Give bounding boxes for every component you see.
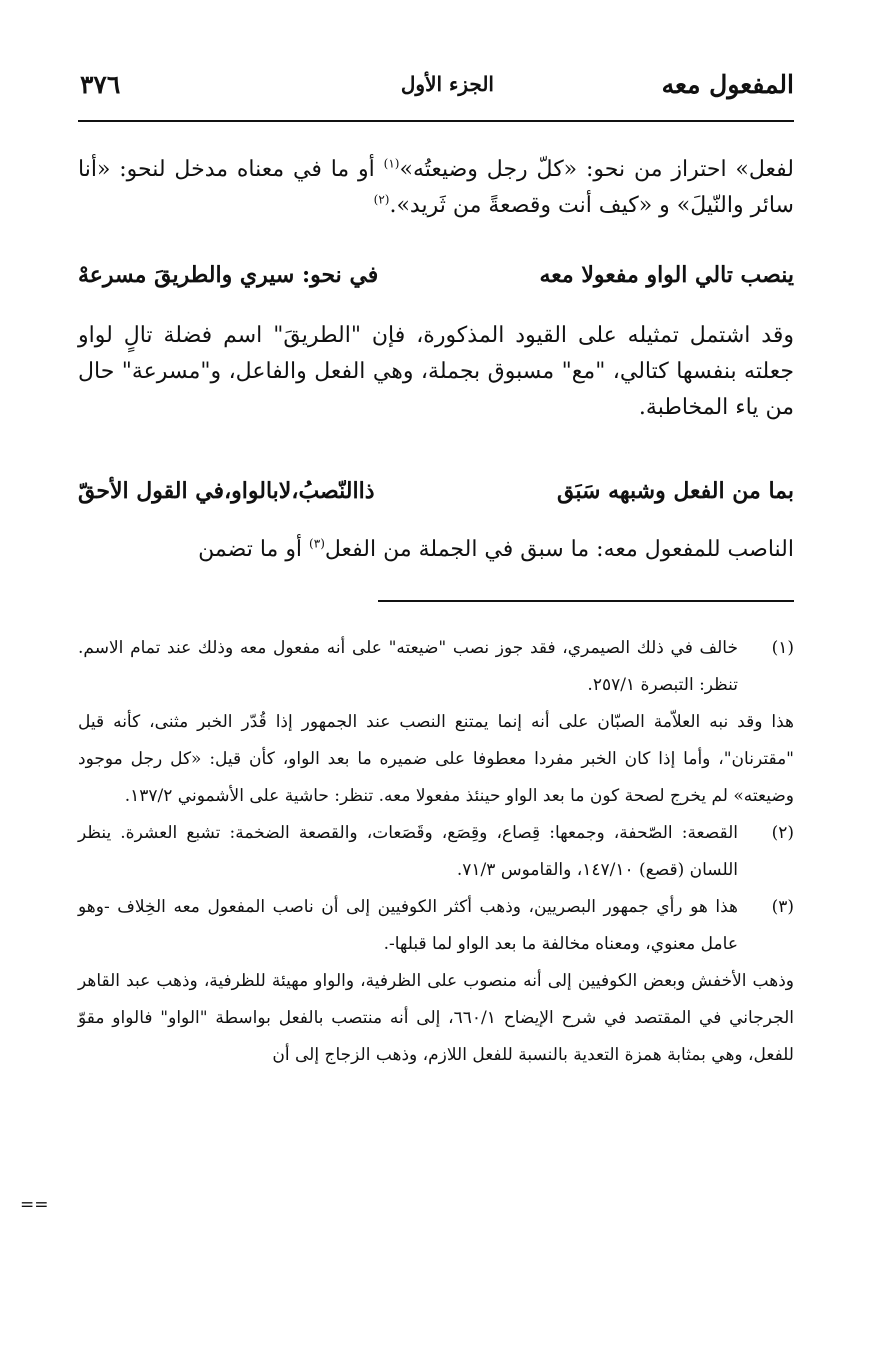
verse-2 [78,478,794,516]
chapter-title: المفعول معه [661,70,794,99]
book-page [78,62,794,1065]
paragraph-3-text-b: أو ما تضمن [198,537,310,562]
paragraph-2-text: وقد اشتمل تمثيله على القيود المذكورة، فإن "الطريقَ" اسم فضلة تالٍ لواو جعلته بنفسها كتالي، "مع" مسبوق بجملة، وهي الفعل والفاعل، و"مسرعة" حال من ياء المخاطبة. [78,323,794,420]
verse-1-second-hemistich: في نحو: سيري والطريقَ مسرعهْ [78,262,379,288]
footnote-text: خالف في ذلك الصيمري، فقد جوز نصب "ضيعته" على أنه مفعول معه وذلك عند تمام الاسم. تنظر: التبصرة ٢٥٧/١. [78,638,738,695]
part-title: الجزء الأول [400,72,494,96]
paragraph-2 [78,318,794,426]
footnote-separator [378,600,794,602]
header-rule [78,120,794,122]
paragraph-3-text-a: الناصب للمفعول معه: ما سبق في الجملة من الفعل [324,537,794,562]
footnote-text: هذا وقد نبه العلاّمة الصبّان على أنه إنما يمتنع النصب عند الجمهور إذا قُدّر الخبر مثنى، كأنه قيل "مقترنان"، وأما إذا كان الخبر مفردا معطوفا على ضميره ما بعد الواو، كأن قيل: «كل رجل موجود وضيعته» لم يخرج لصحة كون ما بعد الواو حينئذ مفعولا معه. تنظر: حاشية على الأشموني ١٣٧/٢. [78,712,794,806]
footnotes [78,630,794,1074]
footnote-1-continuation [78,704,794,815]
footnote-number: (٢) [771,823,794,843]
verse-1 [78,262,794,300]
paragraph-1-text-b: أو ما في معناه مدخل لنحو: «أنا سائر والنّيلَ» و «كيف أنت وقصعةً من ثَريد». [78,157,794,218]
verse-2-second-hemistich: ذاالنّصبُ،لابالواو،في القول الأحقّ [78,478,375,504]
footnote-3 [78,889,794,963]
footnote-ref-3: (٣) [309,536,325,551]
footnote-text: وذهب الأخفش وبعض الكوفيين إلى أنه منصوب على الظرفية، والواو مهيئة للظرفية، وذهب عبد القاهر الجرجاني في المقتصد في شرح الإيضاح ٦٦٠/١، إلى أنه منتصب بالفعل بواسطة "الواو" فالواو مقوّ للفعل، وهي بمثابة همزة التعدية بالنسبة للفعل اللازم، وذهب الزجاج إلى أن [78,971,794,1065]
footnote-ref-2: (٢) [373,192,390,207]
verse-2-first-hemistich: بما من الفعل وشبهه سَبَق [557,478,794,504]
footnote-text: القصعة: الصّحفة، وجمعها: قِصاع، وقِصَع، وقَصَعات، والقصعة الضخمة: تشبع العشرة. ينظر اللسان (قصع) ١٤٧/١٠، والقاموس ٧١/٣. [78,823,739,880]
continuation-mark: == [20,1195,49,1215]
page-number: ٣٧٦ [80,70,121,99]
footnote-number: (١) [771,638,794,658]
footnote-ref-1: (١) [383,156,400,171]
running-header [78,62,794,102]
footnote-1 [78,630,794,704]
footnote-number: (٣) [771,897,794,917]
paragraph-1-text-a: لفعل» احتراز من نحو: «كلّ رجل وضيعتُه» [399,157,794,182]
verse-1-first-hemistich: ينصب تالي الواو مفعولا معه [539,262,794,288]
paragraph-3 [78,532,794,568]
footnote-3-continuation [78,963,794,1074]
footnote-text: هذا هو رأي جمهور البصريين، وذهب أكثر الكوفيين إلى أن ناصب المفعول معه الخِلاف -وهو عامل معنوي، ومعناه مخالفة ما بعد الواو لما قبلها-. [78,897,738,954]
paragraph-1 [78,152,794,224]
footnote-2 [78,815,794,889]
